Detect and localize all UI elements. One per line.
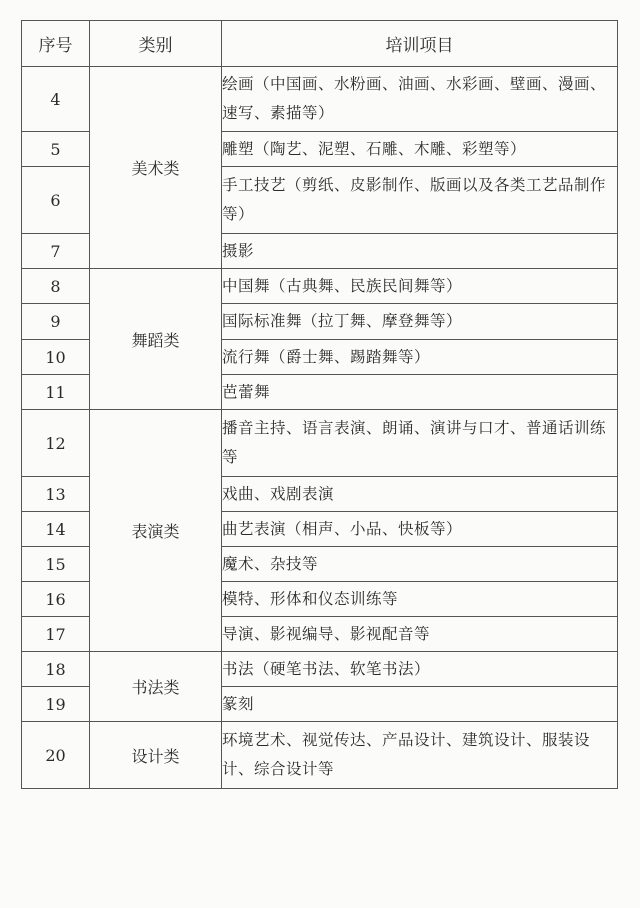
row-seq: 14: [22, 512, 90, 547]
row-seq: 9: [22, 304, 90, 340]
row-category: 美术类: [90, 67, 222, 269]
row-seq: 16: [22, 582, 90, 617]
row-item: 绘画（中国画、水粉画、油画、水彩画、壁画、漫画、速写、素描等）: [222, 67, 618, 132]
row-category: 书法类: [90, 652, 222, 722]
row-item: 曲艺表演（相声、小品、快板等）: [222, 512, 618, 547]
row-seq: 8: [22, 269, 90, 304]
row-item: 中国舞（古典舞、民族民间舞等）: [222, 269, 618, 304]
header-category: 类别: [90, 21, 222, 67]
row-category: 设计类: [90, 722, 222, 789]
row-item: 国际标准舞（拉丁舞、摩登舞等）: [222, 304, 618, 340]
row-seq: 11: [22, 375, 90, 410]
header-seq: 序号: [22, 21, 90, 67]
row-item: 魔术、杂技等: [222, 547, 618, 582]
table-row: [22, 722, 618, 789]
training-table: [21, 20, 618, 789]
row-category: 表演类: [90, 410, 222, 652]
table-row: [22, 269, 618, 304]
row-item: 流行舞（爵士舞、踢踏舞等）: [222, 340, 618, 375]
row-seq: 10: [22, 340, 90, 375]
row-item: 环境艺术、视觉传达、产品设计、建筑设计、服装设计、综合设计等: [222, 722, 618, 789]
row-item: 模特、形体和仪态训练等: [222, 582, 618, 617]
row-item: 戏曲、戏剧表演: [222, 477, 618, 512]
row-item: 手工技艺（剪纸、皮影制作、版画以及各类工艺品制作等）: [222, 167, 618, 234]
row-item: 芭蕾舞: [222, 375, 618, 410]
row-seq: 20: [22, 722, 90, 789]
row-seq: 7: [22, 234, 90, 269]
header-item: 培训项目: [222, 21, 618, 67]
table-row: [22, 410, 618, 477]
row-item: 摄影: [222, 234, 618, 269]
row-item: 导演、影视编导、影视配音等: [222, 617, 618, 652]
header-row: [22, 21, 618, 67]
row-seq: 15: [22, 547, 90, 582]
table-body: [22, 67, 618, 789]
row-seq: 5: [22, 132, 90, 167]
row-seq: 17: [22, 617, 90, 652]
row-seq: 18: [22, 652, 90, 687]
table-row: [22, 67, 618, 132]
row-item: 雕塑（陶艺、泥塑、石雕、木雕、彩塑等）: [222, 132, 618, 167]
row-seq: 4: [22, 67, 90, 132]
row-seq: 12: [22, 410, 90, 477]
row-item: 书法（硬笔书法、软笔书法）: [222, 652, 618, 687]
row-item: 播音主持、语言表演、朗诵、演讲与口才、普通话训练等: [222, 410, 618, 477]
row-seq: 19: [22, 687, 90, 722]
row-seq: 13: [22, 477, 90, 512]
row-item: 篆刻: [222, 687, 618, 722]
row-seq: 6: [22, 167, 90, 234]
row-category: 舞蹈类: [90, 269, 222, 410]
table-row: [22, 652, 618, 687]
